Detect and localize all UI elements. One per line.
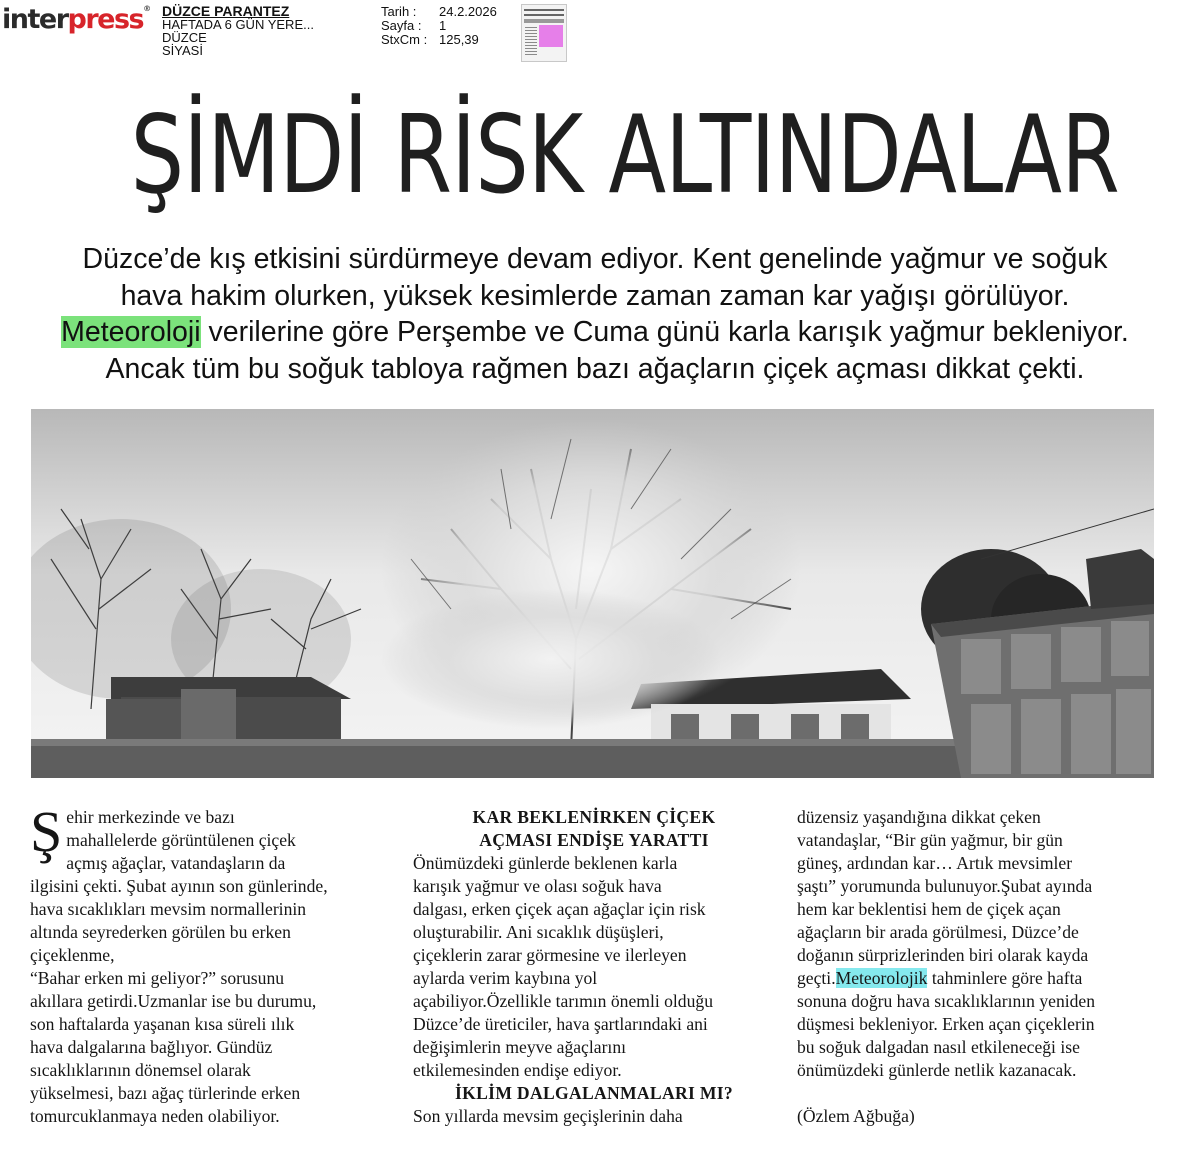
lead-line [20,314,1170,351]
body-line: çiçeklerin zarar görmesine ve ilerleyen [413,945,687,965]
stxcm-value: 125,39 [439,32,479,47]
publication-city: DÜZCE [162,30,207,45]
thumb-headline [524,19,564,23]
body-line: vatandaşlar, “Bir gün yağmur, bir gün [797,830,1063,850]
date-row [381,5,497,19]
date-value: 24.2.2026 [439,4,497,19]
body-line: Son yıllarda mevsim geçişlerinin daha [413,1106,683,1126]
drop-cap: Ş [30,799,63,864]
keyword-highlight: Meteoroloji [61,316,201,348]
lead-line: Düzce’de kış etkisini sürdürmeye devam ediyor. Kent genelinde yağmur ve soğuk [82,243,1108,275]
body-line: çiçeklenme, [30,945,115,965]
body-text: geçti. [797,968,836,988]
lead-line: Ancak tüm bu soğuk tabloya rağmen bazı ağaçların çiçek açması dikkat çekti. [105,352,1085,385]
body-line: düzensiz yaşandığına dikkat çeken [797,807,1041,827]
body-line: değişimlerin meyve ağaçlarını [413,1037,626,1057]
thumb-rule [524,14,564,16]
logo-registered-mark: ® [143,4,152,13]
body-line: güneş, ardından kar… Artık mevsimler [797,853,1073,873]
body-line: ağaçların bir arada görülmesi, Düzce’de [797,922,1079,942]
body-line: önümüzdeki günlerde netlik kazanacak. [797,1060,1077,1080]
body-line: oluşturabilir. Ani sıcaklık düşüşleri, [413,922,664,942]
lead-line-rest: verilerine göre Perşembe ve Cuma günü karla karışık yağmur bekleniyor. [200,316,1129,348]
byline: (Özlem Ağbuğa) [797,1106,915,1126]
page-label: Sayfa : [381,18,422,33]
body-line: Düzce’de üreticiler, hava şartlarındaki ani [413,1014,708,1034]
logo-part-press: press [67,4,144,35]
body-line: “Bahar erken mi geliyor?” sorusunu [30,968,285,988]
body-line: son haftalarda yaşanan kısa süreli ılık [30,1014,295,1034]
publication-category: SİYASİ [162,43,203,58]
body-line: açmış ağaçlar, vatandaşların da [66,853,286,873]
body-line: karışık yağmur ve olası soğuk hava [413,876,662,896]
article-column-1 [30,799,390,1128]
blank-line [797,1082,1162,1105]
body-line: tomurcuklanmaya neden olabiliyor. [30,1106,280,1126]
body-line: yükselmesi, bazı ağaç türlerinde erken [30,1083,301,1103]
article-column-3 [797,806,1162,1128]
body-line: aylarda verim kaybına yol [413,968,598,988]
body-line: dalgası, erken çiçek açan ağaçlar için risk [413,899,706,919]
body-line: sıcaklıklarının dönemsel olarak [30,1060,251,1080]
body-line: Önümüzdeki günlerde beklenen karla [413,853,678,873]
body-line: altında seyrederken görülen bu erken [30,922,291,942]
body-line: hava dalgalarına bağlıyor. Gündüz [30,1037,273,1057]
page-thumbnail[interactable] [521,4,567,62]
date-label: Tarih : [381,4,417,19]
body-line: ehir merkezinde ve bazı [66,807,235,827]
clipping-info [381,5,497,47]
article-lead [20,241,1170,387]
publication-info [162,5,314,57]
subheading: İKLİM DALGALANMALARI MI? [455,1083,733,1103]
subheading: AÇMASI ENDİŞE YARATTI [479,830,709,850]
body-line: şaştı” yorumunda bulunuyor.Şubat ayında [797,876,1093,896]
body-line [797,967,1162,990]
body-line: düşmesi bekleniyor. Erken açan çiçeklerin [797,1014,1095,1034]
page-value: 1 [439,18,447,33]
body-line: etkilemesinden endişe ediyor. [413,1060,622,1080]
body-line: sonuna doğru hava sıcaklıklarının yeniden [797,991,1096,1011]
thumb-column [525,27,537,57]
publication-name: DÜZCE PARANTEZ [162,3,290,19]
article-headline: ŞİMDİ RİSK ALTINDALAR [130,93,1119,218]
body-line: doğanın sürprizlerinden biri olarak kayda [797,945,1089,965]
subheading: KAR BEKLENİRKEN ÇİÇEK [472,807,716,827]
logo-part-inter: inter [2,4,68,35]
body-line: mahallelerde görüntülenen çiçek [66,830,296,850]
publication-frequency: HAFTADA 6 GÜN YERE... [162,17,314,32]
stxcm-label: StxCm : [381,32,428,47]
stxcm-row [381,33,497,47]
thumb-masthead [524,9,564,11]
body-line: akıllara getirdi.Uzmanlar ise bu durumu, [30,991,317,1011]
body-line: açabiliyor.Özellikle tarımın önemli olduğu [413,991,713,1011]
body-text: tahminlere göre hafta [927,968,1083,988]
article-column-2 [413,806,775,1128]
page-row [381,19,497,33]
body-line: hem kar beklentisi hem de çiçek açan [797,899,1061,919]
lead-line: hava hakim olurken, yüksek kesimlerde zaman zaman kar yağışı görülüyor. [120,279,1070,312]
body-line: bu soğuk dalgadan nasıl etkileneceği ise [797,1037,1080,1057]
article-photo [31,409,1154,778]
body-line: ilgisini çekti. Şubat ayının son günlerinde, [30,876,328,896]
thumb-article-highlight [539,25,563,47]
keyword-highlight: Meteorolojik [835,968,928,988]
interpress-logo [2,4,151,35]
body-line: hava sıcaklıkları mevsim normallerinin [30,899,307,919]
